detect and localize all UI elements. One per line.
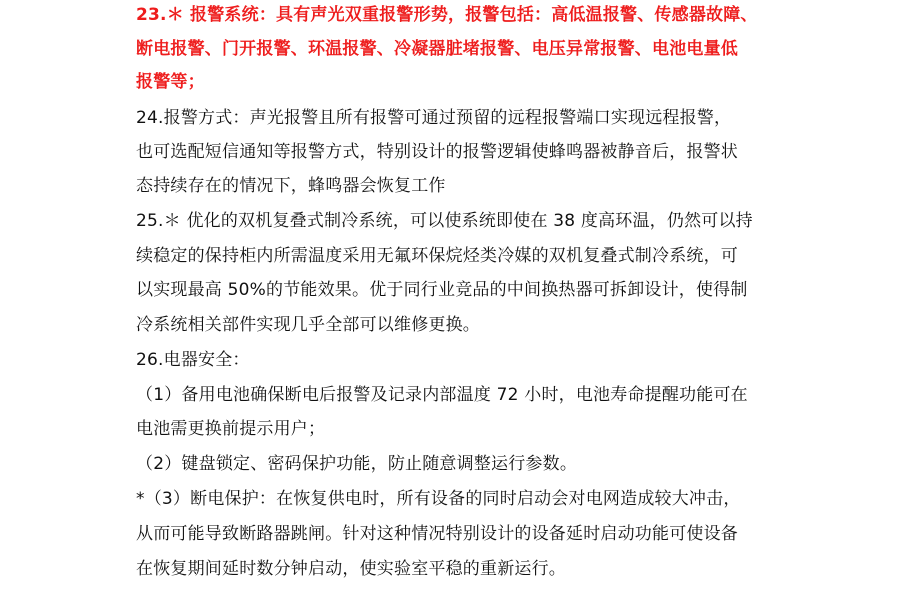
item-25-line-2: 续稳定的保持柜内所需温度采用无氟环保烷烃类冷媒的双机复叠式制冷系统，可 — [136, 246, 738, 266]
item-24-line-1: 24.报警方式：声光报警且所有报警可通过预留的远程报警端口实现远程报警， — [136, 108, 732, 128]
item-25-line-1: 25.＊ 优化的双机复叠式制冷系统，可以使系统即使在 38 度高环温，仍然可以持 — [136, 211, 753, 231]
item-24-line-3: 态持续存在的情况下，蜂鸣器会恢复工作 — [136, 176, 446, 196]
item-23-line-1: 23.＊ 报警系统：具有声光双重报警形势，报警包括：高低温报警、传感器故障、 — [136, 5, 758, 25]
item-26-sub2-line-1: （2）键盘锁定、密码保护功能，防止随意调整运行参数。 — [136, 454, 578, 474]
item-25-line-4: 冷系统相关部件实现几乎全部可以维修更换。 — [136, 315, 480, 335]
item-25-line-3: 以实现最高 50%的节能效果。优于同行业竞品的中间换热器可拆卸设计，使得制 — [136, 280, 748, 300]
item-23-line-2: 断电报警、门开报警、环温报警、冷凝器脏堵报警、电压异常报警、电池电量低 — [136, 39, 738, 59]
item-24-line-2: 也可选配短信通知等报警方式，特别设计的报警逻辑使蜂鸣器被静音后，报警状 — [136, 142, 738, 162]
item-26-sub1-line-2: 电池需更换前提示用户； — [136, 419, 326, 439]
item-26-heading: 26.电器安全： — [136, 350, 250, 370]
item-26-sub3-line-2: 从而可能导致断路器跳闸。针对这种情况特别设计的设备延时启动功能可使设备 — [136, 524, 738, 544]
item-26-sub3-line-1: *（3）断电保护：在恢复供电时，所有设备的同时启动会对电网造成较大冲击， — [136, 489, 741, 509]
item-26-sub1-line-1: （1）备用电池确保断电后报警及记录内部温度 72 小时，电池寿命提醒功能可在 — [136, 385, 748, 405]
item-23-line-3: 报警等； — [136, 72, 205, 92]
item-26-sub3-line-3: 在恢复期间延时数分钟启动，使实验室平稳的重新运行。 — [136, 559, 566, 579]
